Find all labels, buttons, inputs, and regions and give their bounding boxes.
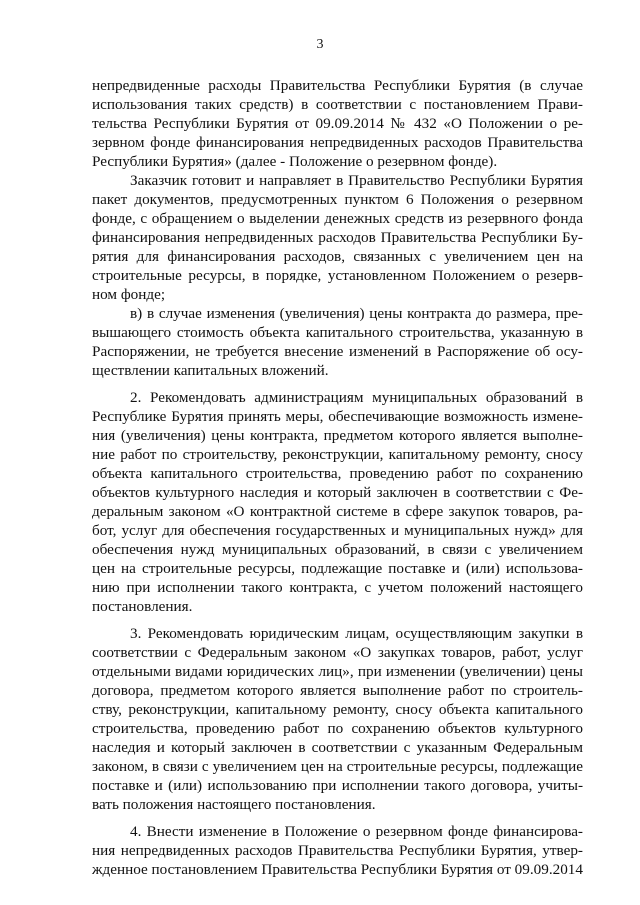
text-line: нию при исполнении такого контракта, с учетом положений настоящего xyxy=(92,579,583,596)
text-line: тельства Республики Бурятия от 09.09.2014 № 432 «О Положении о ре- xyxy=(92,115,583,132)
text-line: жденное постановлением Правительства Республики Бурятия от 09.09.2014 xyxy=(92,861,583,878)
text-line: наследия и который заключен в соответствии с указанным Федеральным xyxy=(92,739,583,756)
text-line: финансирования непредвиденных расходов Правительства Республики Бу- xyxy=(92,229,583,246)
text-line: фонде, с обращением о выделении денежных средств из резервного фонда xyxy=(92,210,583,227)
text-line: Республики Бурятия» (далее - Положение о резервном фонде). xyxy=(92,153,498,170)
text-line: непредвиденные расходы Правительства Республики Бурятия (в случае xyxy=(92,77,583,94)
text-line: строительные ресурсы, в порядке, установленном Положением о резерв- xyxy=(92,267,583,284)
text-line: ние работ по строительству, реконструкции, капитальному ремонту, сносу xyxy=(92,446,583,463)
text-line: объекта капитального строительства, проведению работ по сохранению xyxy=(92,465,583,482)
text-line: в) в случае изменения (увеличения) цены контракта до размера, пре- xyxy=(130,305,583,322)
text-line: вышающего стоимость объекта капитального строительства, указанную в xyxy=(92,324,583,341)
text-line: постановления. xyxy=(92,598,193,615)
text-line: соответствии с Федеральным законом «О закупках товаров, работ, услуг xyxy=(92,644,583,661)
text-line: ству, реконструкции, капитальному ремонту, сносу объекта капитального xyxy=(92,701,583,718)
text-line: договора, предметом которого является выполнение работ по строитель- xyxy=(92,682,583,699)
text-line: обеспечения нужд муниципальных образований, в связи с увеличением xyxy=(92,541,583,558)
text-line: ния (увеличения) цены контракта, предметом которого является выполне- xyxy=(92,427,583,444)
text-line: поставке и (или) использованию при исполнении такого договора, учиты- xyxy=(92,777,583,794)
text-line: ния непредвиденных расходов Правительства Республики Бурятия, утвер- xyxy=(92,842,583,859)
text-line: Республике Бурятия принять меры, обеспечивающие возможность измене- xyxy=(92,408,583,425)
text-line: использования таких средств) в соответствии с постановлением Прави- xyxy=(92,96,583,113)
text-line: строительства, проведению работ по сохранению объектов культурного xyxy=(92,720,583,737)
text-line: вать положения настоящего постановления. xyxy=(92,796,376,813)
text-line: объектов культурного наследия и который заключен в соответствии с Фе- xyxy=(92,484,583,501)
text-line: цен на строительные ресурсы, подлежащие поставке и (или) использова- xyxy=(92,560,583,577)
text-line: 4. Внести изменение в Положение о резервном фонде финансирова- xyxy=(130,823,583,840)
text-line: 2. Рекомендовать администрациям муниципальных образований в xyxy=(130,389,583,406)
text-line: отдельными видами юридических лиц», при изменении (увеличении) цены xyxy=(92,663,583,680)
text-line: Распоряжении, не требуется внесение изменений в Распоряжение об осу- xyxy=(92,343,583,360)
text-line: пакет документов, предусмотренных пунктом 6 Положения о резервном xyxy=(92,191,583,208)
text-line: зервном фонде финансирования непредвиденных расходов Правительства xyxy=(92,134,583,151)
text-line: ществлении капитальных вложений. xyxy=(92,362,329,379)
text-line: законом, в связи с увеличением цен на строительные ресурсы, подлежащие xyxy=(92,758,583,775)
text-line: деральным законом «О контрактной системе в сфере закупок товаров, ра- xyxy=(92,503,583,520)
page-number: 3 xyxy=(316,37,324,52)
text-line: Заказчик готовит и направляет в Правительство Республики Бурятия xyxy=(130,172,583,189)
text-line: рятия для финансирования расходов, связанных с увеличением цен на xyxy=(92,248,583,265)
text-line: ном фонде; xyxy=(92,286,166,303)
text-line: бот, услуг для обеспечения государственных и муниципальных нужд» для xyxy=(92,522,583,539)
text-line: 3. Рекомендовать юридическим лицам, осуществляющим закупки в xyxy=(130,625,583,642)
